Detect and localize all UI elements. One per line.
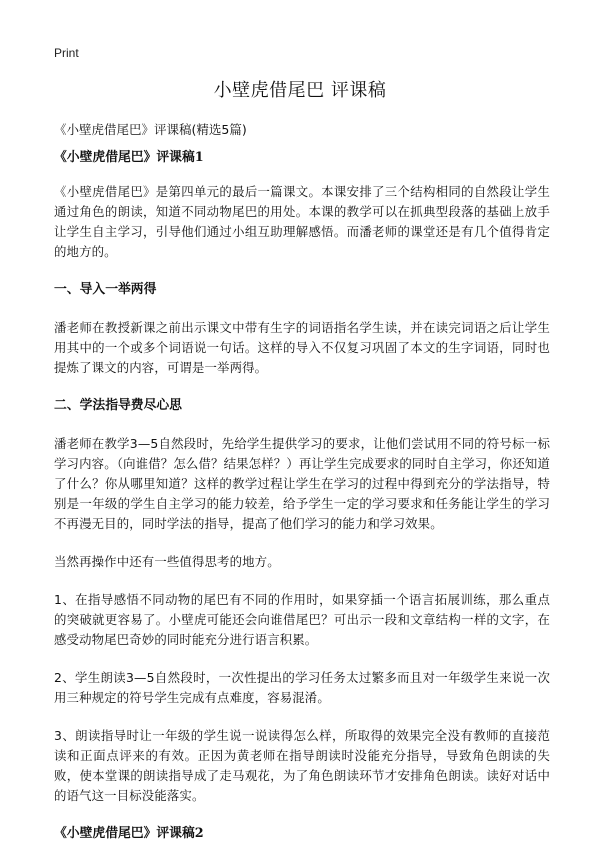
article-1-heading: 《小壁虎借尾巴》评课稿1 — [54, 150, 204, 165]
section-1-heading: 一、导入一举两得 — [54, 282, 157, 297]
reflection-point-3: 3、朗读指导时让一年级的学生说一说读得怎么样，所取得的效果完全没有教师的直接范读和正面点评来的有效。正因为黄老师在指导朗读时没能充分指导，导致角色朗读的失败，使本堂课的朗读指导成了走马观花，为了角色朗读环节才安排角色朗读。读好对话中的语气这一目标没能落实。 — [54, 728, 550, 803]
section-2-heading: 二、学法指导费尽心思 — [54, 398, 182, 413]
reflection-intro: 当然再操作中还有一些值得思考的地方。 — [54, 554, 280, 569]
document-subtitle: 《小壁虎借尾巴》评课稿(精选5篇) — [54, 122, 247, 137]
page-title: 小壁虎借尾巴 评课稿 — [213, 80, 387, 101]
section-1-paragraph: 潘老师在教授新课之前出示课文中带有生字的词语指名学生读，并在读完词语之后让学生用其中的一个或多个词语说一句话。这样的导入不仅复习巩固了本文的生字词语，同时也提炼了课文的内容，可谓是一举两得。 — [54, 320, 550, 375]
article-2-heading: 《小壁虎借尾巴》评课稿2 — [54, 826, 204, 841]
intro-paragraph: 《小壁虎借尾巴》是第四单元的最后一篇课文。本课安排了三个结构相同的自然段让学生通过角色的朗读，知道不同动物尾巴的用处。本课的教学可以在抓典型段落的基础上放手让学生自主学习，引导他们通过小组互助理解感悟。而潘老师的课堂还是有几个值得肯定的地方的。 — [54, 184, 550, 259]
reflection-point-1: 1、在指导感悟不同动物的尾巴有不同的作用时，如果穿插一个语言拓展训练，那么重点的突破就更容易了。小壁虎可能还会向谁借尾巴？可出示一段和文章结构一样的文字，在感受动物尾巴奇妙的同时能充分进行语言积累。 — [54, 592, 550, 647]
reflection-point-2: 2、学生朗读3—5自然段时，一次性提出的学习任务太过繁多而且对一年级学生来说一次用三种规定的符号学生完成有点难度，容易混淆。 — [54, 670, 550, 705]
print-link[interactable]: Print — [54, 46, 79, 60]
article-content — [54, 148, 550, 844]
section-2-paragraph: 潘老师在教学3—5自然段时，先给学生提供学习的要求，让他们尝试用不同的符号标一标学习内容。（向谁借？怎么借？结果怎样？）再让学生完成要求的同时自主学习，你还知道了什么？你从哪里知道？这样的教学过程让学生在学习的过程中得到充分的学法指导，特别是一年级的学生自主学习的能力较差，给予学生一定的学习要求和任务能让学生的学习不再漫无目的，同时学法的指导，提高了他们学习的能力和学习效果。 — [54, 436, 550, 531]
